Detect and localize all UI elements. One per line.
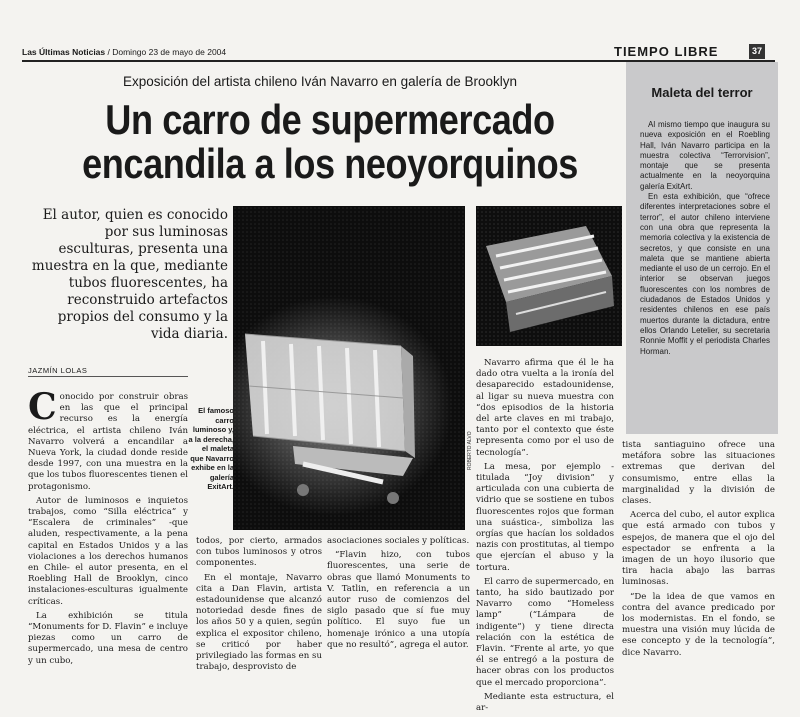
page-number: 37 xyxy=(749,44,765,59)
cart-illustration xyxy=(233,206,465,530)
paragraph: Navarro afirma que él le ha dado otra vuelta a la ironía del desaparecido estadounidense, al ligar su nueva muestra con “dos episodios de la historia del arte claves en mi trabajo, tanto por el contexto que éste representa como por el uso de tecnología”. xyxy=(476,358,614,458)
article-column-4 xyxy=(476,358,614,717)
article-headline: Un carro de supermercado encandila a los neoyorquinos xyxy=(82,96,578,187)
suitcase-illustration xyxy=(476,206,622,346)
sidebar-paragraph: En esta exhibición, que “ofrece diferentes interpretaciones sobre el terror”, el autor chileno interviene con una obra que representa la memoria colectiva y la existencia de secretos, y que consiste en una maleta que se mantiene abierta mediante el uso de un cerrojo. En el interior se observan juegos fluorescentes con los nombres de ciudadanos de Estados Unidos y residentes chilenos en ese país muertos durante la dictadura, entre ellos Orlando Letelier, su secretaria Ronnie Moffit y el periodista Charles Horman. xyxy=(640,192,770,356)
sidebar-title: Maleta del terror xyxy=(651,85,753,100)
article-column-1 xyxy=(28,386,188,670)
article-column-5 xyxy=(622,440,775,662)
article-column-2 xyxy=(196,536,322,676)
paragraph: Mediante esta estructura, el ar- xyxy=(476,691,614,714)
photo-credit: ROBERTO ALVO xyxy=(467,431,473,470)
paragraph: onocido por construir obras en las que el principal recurso es la energía eléctrica, el artista chileno Iván Navarro volverá a encandilar a Nueva York, la ciudad donde reside desde 1997, con una muestra en la que los tubos fluorescentes tienen el protagonismo. xyxy=(28,392,188,492)
paragraph: Autor de luminosos e inquietos trabajos, como “Silla eléctrica” y “Escalera de criminales” -que aluden, respectivamente, a la pena capital en Estados Unidos y a las violaciones a los derechos humanos en Chile- el autor presenta, en el Roebling Hall de Brooklyn, cinco instalaciones-esculturas igualmente críticas. xyxy=(28,495,188,607)
paragraph: La exhibición se titula “Monuments for D. Flavin” e incluye piezas como un carro de supermercado, una mesa de centro y un cubo, xyxy=(28,610,188,666)
article-lead: El autor, quien es conocido por sus luminosas esculturas, presenta una muestra en la que, mediante tubos fluorescentes, ha reconstruido artefactos propios del consumo y la vida diaria. xyxy=(31,207,228,342)
paragraph: En el montaje, Navarro cita a Dan Flavin, artista estadounidense que alcanzó notoriedad desde fines de los años 50 y a quien, según explica el expositor chileno, se criticó por haber privilegiado las formas en su trabajo, desprovisto de xyxy=(196,572,322,673)
paragraph: asociaciones sociales y políticas. xyxy=(327,536,470,546)
drop-cap: C xyxy=(28,386,57,428)
sidebar-paragraph: Al mismo tiempo que inaugura su nueva exposición en el Roebling Hall, Iván Navarro participa en la muestra colectiva “Terrorvision”, montaje que se presenta actualmente en la neoyorquina galería ExitArt. xyxy=(640,120,770,191)
byline: JAZMÍN LOLAS xyxy=(28,366,88,375)
photo-suitcase xyxy=(476,206,622,346)
section-name: TIEMPO LIBRE xyxy=(614,44,719,59)
byline-rule xyxy=(28,376,188,377)
paragraph: Acerca del cubo, el autor explica que está armado con tubos y espejos, de manera que el ojo del espectador se enfrenta a la imagen de un hoyo ilusorio que tira hacia abajo las barras luminosas. xyxy=(622,510,775,588)
newspaper-name: Las Últimas Noticias xyxy=(22,47,106,57)
paragraph: La mesa, por ejemplo -titulada “Joy division” y articulada con una cubierta de vidrio que se sostiene en tubos fluorescentes rojos que forman una suástica-, simboliza las orgías que hacían los soldados nazis con prostitutas, al tiempo que ejercían el abuso y la tortura. xyxy=(476,461,614,573)
photo-caption: El famoso carro luminoso y, a la derecha, el maleta que Navarro exhibe en la galería ExitArt. xyxy=(188,406,234,491)
paragraph: todos, por cierto, armados con tubos luminosos y otros componentes. xyxy=(196,536,322,569)
paragraph: “Flavin hizo, con tubos fluorescentes, una serie de obras que llamó Monuments to V. Tatlin, en referencia a un autor ruso de comienzos del siglo pasado que sí fue muy político. El suyo fue un homenaje irónico a una utopía que no resultó”, agrega el autor. xyxy=(327,550,470,650)
article-kicker: Exposición del artista chileno Iván Navarro en galería de Brooklyn xyxy=(123,74,517,89)
paragraph: tista santiaguino ofrece una metáfora sobre las situaciones extremas que derivan del consumismo, entre ellas la marginalidad y la división de clases. xyxy=(622,440,775,507)
sidebar-body xyxy=(640,120,770,357)
issue-date: / Domingo 23 de mayo de 2004 xyxy=(107,47,227,57)
article-column-3 xyxy=(327,536,470,654)
masthead xyxy=(22,47,226,57)
paragraph: El carro de supermercado, en tanto, ha sido bautizado por Navarro como “Homeless lamp” (“Lámpara de indigente”) y tiene directa relación con la estética de Flavin. “Frente al arte, yo que él se entregó a la postura de hacer obras con los productos que el mercado proporciona”. xyxy=(476,576,614,688)
photo-supermarket-cart xyxy=(233,206,465,530)
paragraph: “De la idea de que vamos en contra del avance predicado por los modernistas. En el fondo, se muestra una visión muy lúcida de ese concepto y de la tecnología”, dice Navarro. xyxy=(622,591,775,658)
